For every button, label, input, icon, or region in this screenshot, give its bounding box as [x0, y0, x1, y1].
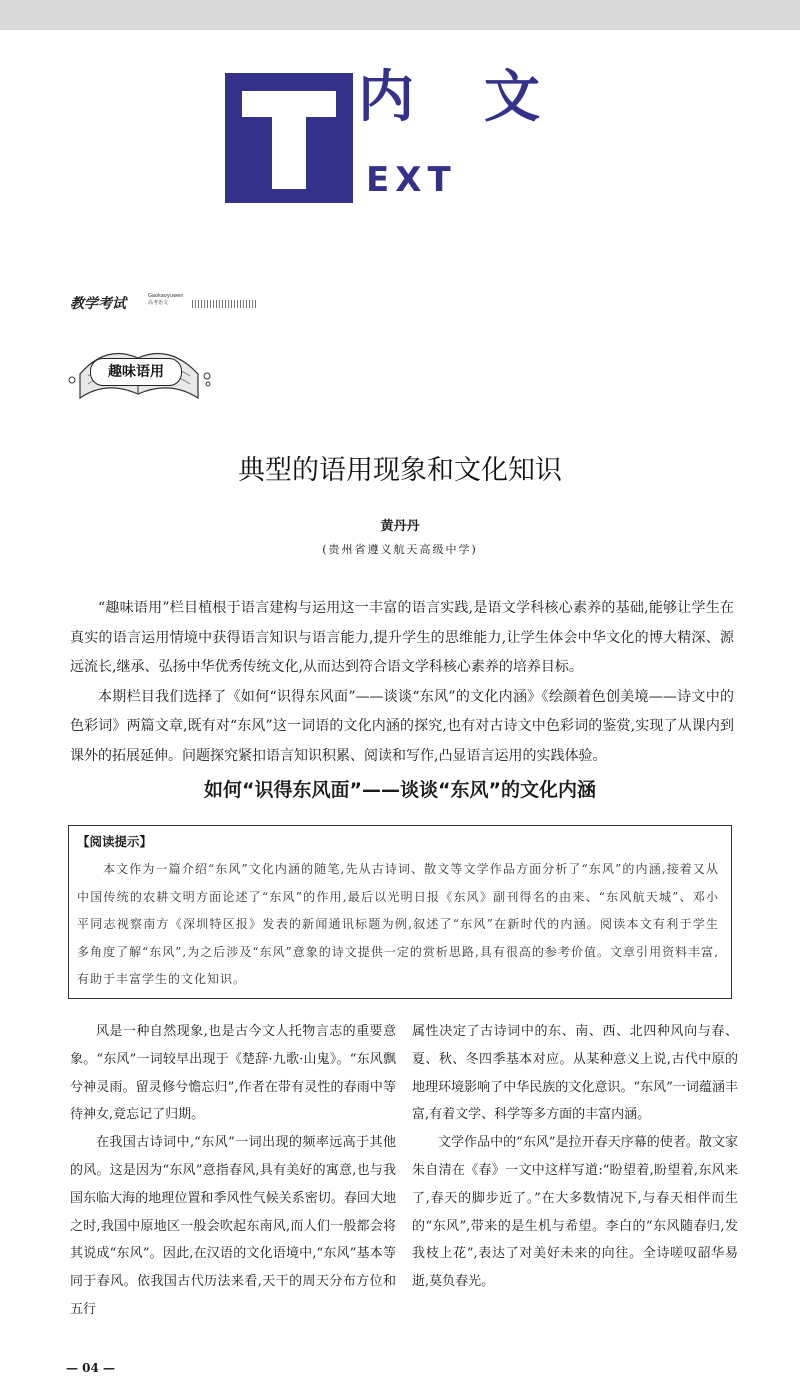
section-title-en: EXT	[366, 160, 457, 200]
body-column-right	[412, 1018, 738, 1296]
column-badge	[66, 336, 216, 406]
page-number: — 04 —	[66, 1361, 116, 1375]
body-paragraph: 文学作品中的“东风”是拉开春天序幕的使者。散文家朱自清在《春》一文中这样写道:“盼望着,盼望着,东风来了,春天的脚步近了。”在大多数情况下,与春天相伴而生的“东风”,带来的是生机与希望。李白的“东风随春归,发我枝上花”,表达了对美好未来的向往。全诗嗟叹韶华易逝,莫负春光。	[412, 1135, 738, 1290]
author-name: 黄丹丹	[380, 519, 420, 534]
magazine-rule-lines	[192, 300, 258, 308]
column-label: 趣味语用	[90, 358, 182, 386]
reading-tips-box	[68, 825, 732, 999]
magazine-name: 教学考试	[70, 296, 126, 312]
magazine-subtitle-en: Gaokaoyuwen	[148, 293, 184, 299]
article-title: 典型的语用现象和文化知识	[238, 455, 562, 486]
intro-paragraph: “趣味语用”栏目植根于语言建构与运用这一丰富的语言实践,是语文学科核心素养的基础,能够让学生在真实的语言运用情境中获得语言知识与语言能力,提升学生的思维能力,让学生体会中华文化的博大精深、源远流长,继承、弘扬中华优秀传统文化,从而达到符合语文学科核心素养的培养目标。	[70, 600, 734, 675]
author-affiliation: (贵州省遵义航天高级中学)	[322, 543, 478, 556]
t-letter-stem	[272, 117, 306, 189]
body-paragraph: 属性决定了古诗词中的东、南、西、北四种风向与春、夏、秋、冬四季基本对应。从某种意义上说,古代中原的地理环境影响了中华民族的文化意识。“东风”一词蕴涵丰富,有着文学、科学等多方面的丰富内涵。	[412, 1024, 738, 1123]
body-paragraph: 风是一种自然现象,也是古今文人托物言志的重要意象。“东风”一词较早出现于《楚辞·九歌·山鬼》。“东风飘兮神灵雨。留灵修兮憺忘归”,作者在带有灵性的春雨中等待神女,竟忘记了归期。	[70, 1024, 396, 1123]
magazine-subtitle-cn: 高考语文	[148, 300, 169, 306]
reading-tips-heading: 【阅读提示】	[77, 834, 153, 849]
t-letter-bar	[242, 91, 336, 117]
section-title-cn: 内文	[358, 65, 610, 130]
body-paragraph: 在我国古诗词中,“东风”一词出现的频率远高于其他的风。这是因为“东风”意指春风,具有美好的寓意,也与我国东临大海的地理位置和季风性气候关系密切。春回大地之时,我国中原地区一般会吹起东南风,而人们一般都会将其说成“东风”。因此,在汉语的文化语境中,“东风”基本等同于春风。依我国古代历法来看,天干的周天分布方位和五行	[70, 1135, 396, 1317]
reading-tips-body: 本文作为一篇介绍“东风”文化内涵的随笔,先从古诗词、散文等文学作品方面分析了“东风”的内涵,接着又从中国传统的农耕文明方面论述了“东风”的作用,最后以光明日报《东风》副刊得名的由来、“东风航天城”、邓小平同志视察南方《深圳特区报》发表的新闻通讯标题为例,叙述了“东风”在新时代的内涵。阅读本文有利于学生多角度了解“东风”,为之后涉及“东风”意象的诗文提供一定的赏析思路,具有很高的参考价值。文章引用资料丰富,有助于丰富学生的文化知识。	[77, 862, 719, 986]
column-introduction	[70, 594, 734, 771]
intro-paragraph: 本期栏目我们选择了《如何“识得东风面”——谈谈“东风”的文化内涵》《绘颜着色创美境——诗文中的色彩词》两篇文章,既有对“东风”这一词语的文化内涵的探究,也有对古诗文中色彩词的鉴赏,实现了从课内到课外的拓展延伸。问题探究紧扣语言知识积累、阅读和写作,凸显语言运用的实践体验。	[70, 688, 734, 764]
text-logo-block	[225, 73, 353, 203]
top-band	[0, 0, 800, 30]
article-subtitle: 如何“识得东风面”——谈谈“东风”的文化内涵	[204, 779, 596, 801]
magazine-subtitle	[148, 293, 183, 307]
body-column-left	[70, 1018, 396, 1324]
